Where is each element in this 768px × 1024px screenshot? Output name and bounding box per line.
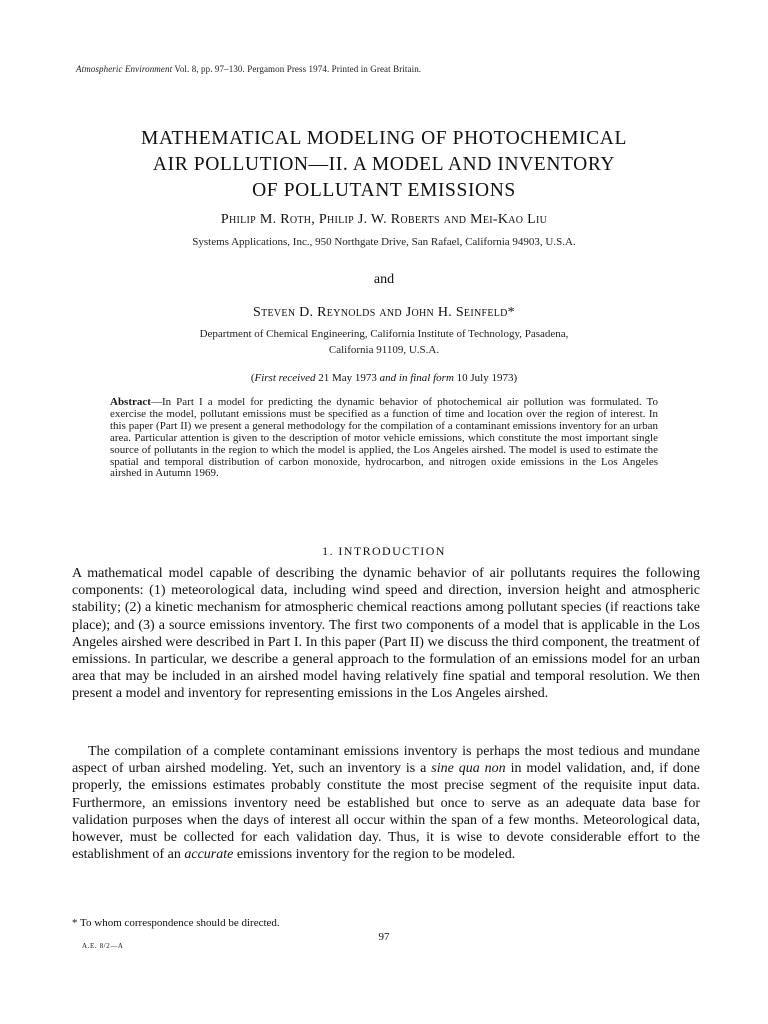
section-heading: 1. INTRODUCTION bbox=[322, 544, 446, 558]
final-form-date: 10 July 1973 bbox=[456, 372, 514, 384]
body-paragraph bbox=[72, 743, 700, 863]
journal-header bbox=[76, 64, 421, 74]
italic-phrase: accurate bbox=[184, 847, 234, 863]
title-line: AIR POLLUTION—II. A MODEL AND INVENTORY bbox=[152, 154, 616, 175]
footnote: * To whom correspondence should be directed. bbox=[72, 917, 280, 929]
journal-name: Atmospheric Environment bbox=[76, 64, 173, 74]
abstract-text: —In Part I a model for predicting the dynamic behavior of photochemical air pollution was formulated. To exercise the model, pollutant emissions must be specified as a function of time and location over the region of interest. In this paper (Part II) we present a general methodology for the compilation of a contaminant emissions inventory for an urban area. Particular attention is given to the description of motor vehicle emissions, which constitute the most important single source of pollutants in the region to which the model is applied, the Los Angeles airshed. The model is used to estimate the spatial and temporal distribution of carbon monoxide, hydrocarbon, and nitrogen oxide emissions in the Los Angeles airshed in Autumn 1969. bbox=[110, 396, 658, 480]
author-list: Philip M. Roth, Philip J. W. Roberts and Mei-Kao Liu bbox=[220, 212, 548, 227]
author-affiliation: Systems Applications, Inc., 950 Northgate Drive, San Rafael, California 94903, U.S.A. bbox=[192, 236, 576, 248]
paragraph-segment: The compilation of a complete contaminant emissions inventory is perhaps the most tedious and mundane aspect of urban airshed modeling. Yet, such an inventory is a bbox=[72, 744, 700, 777]
paragraph-text: A mathematical model capable of describing the dynamic behavior of air pollutants requires the following components: (1) meteorological data, including wind speed and direction, inversion height and atmospheric stability; (2) a kinetic mechanism for atmospheric chemical reactions among pollutant species (if reactions take place); and (3) a source emissions inventory. The first two components of a model that is applicable in the Los Angeles airshed were described in Part I. In this paper (Part II) we discuss the third component, the treatment of emissions. In particular, we describe a general approach to the formulation of an emissions model for an urban area that may be included in an airshed model having relatively fine spatial and temporal resolution. We then present a model and inventory for representing emissions in the Los Angeles airshed. bbox=[72, 566, 700, 702]
paragraph-segment: in model validation, and, if done properly, the emissions estimates probably constitute the most precise segment of the requisite input data. Furthermore, an emissions inventory need be established but once to serve as an adequate data base for validation purposes when the days of interest all occur within the span of a few months. Meteorological data, however, must be collected for each validation day. Thus, it is wise to devote considerable effort to the establishment of an bbox=[72, 761, 700, 863]
paragraph-segment: emissions inventory for the region to be modeled. bbox=[233, 847, 516, 863]
title-line: MATHEMATICAL MODELING OF PHOTOCHEMICAL bbox=[141, 128, 627, 149]
italic-phrase: sine qua non bbox=[431, 761, 506, 777]
abstract-label: Abstract bbox=[110, 396, 151, 408]
body-paragraph bbox=[72, 565, 700, 703]
page-code: A.E. 8/2—A bbox=[82, 942, 124, 950]
final-form-label: and in final form bbox=[379, 372, 454, 384]
affiliation-line: Department of Chemical Engineering, California Institute of Technology, Pasadena, bbox=[199, 328, 569, 340]
author-list: Steven D. Reynolds and John H. Seinfeld* bbox=[252, 305, 515, 320]
received-date: 21 May 1973 bbox=[318, 372, 377, 384]
author-conjunction: and bbox=[373, 272, 395, 287]
author-affiliation bbox=[60, 326, 708, 358]
received-dates bbox=[60, 372, 708, 384]
received-close: ) bbox=[513, 372, 518, 384]
abstract bbox=[110, 397, 658, 480]
paper-title bbox=[60, 126, 708, 204]
received-label: First received bbox=[254, 372, 316, 384]
title-line: OF POLLUTANT EMISSIONS bbox=[252, 180, 516, 201]
received-open: ( bbox=[250, 372, 255, 384]
paragraph-text bbox=[72, 743, 700, 863]
affiliation-line: California 91109, U.S.A. bbox=[328, 344, 440, 356]
page-number: 97 bbox=[378, 931, 390, 943]
journal-citation: Vol. 8, pp. 97–130. Pergamon Press 1974. Printed in Great Britain. bbox=[174, 64, 422, 74]
